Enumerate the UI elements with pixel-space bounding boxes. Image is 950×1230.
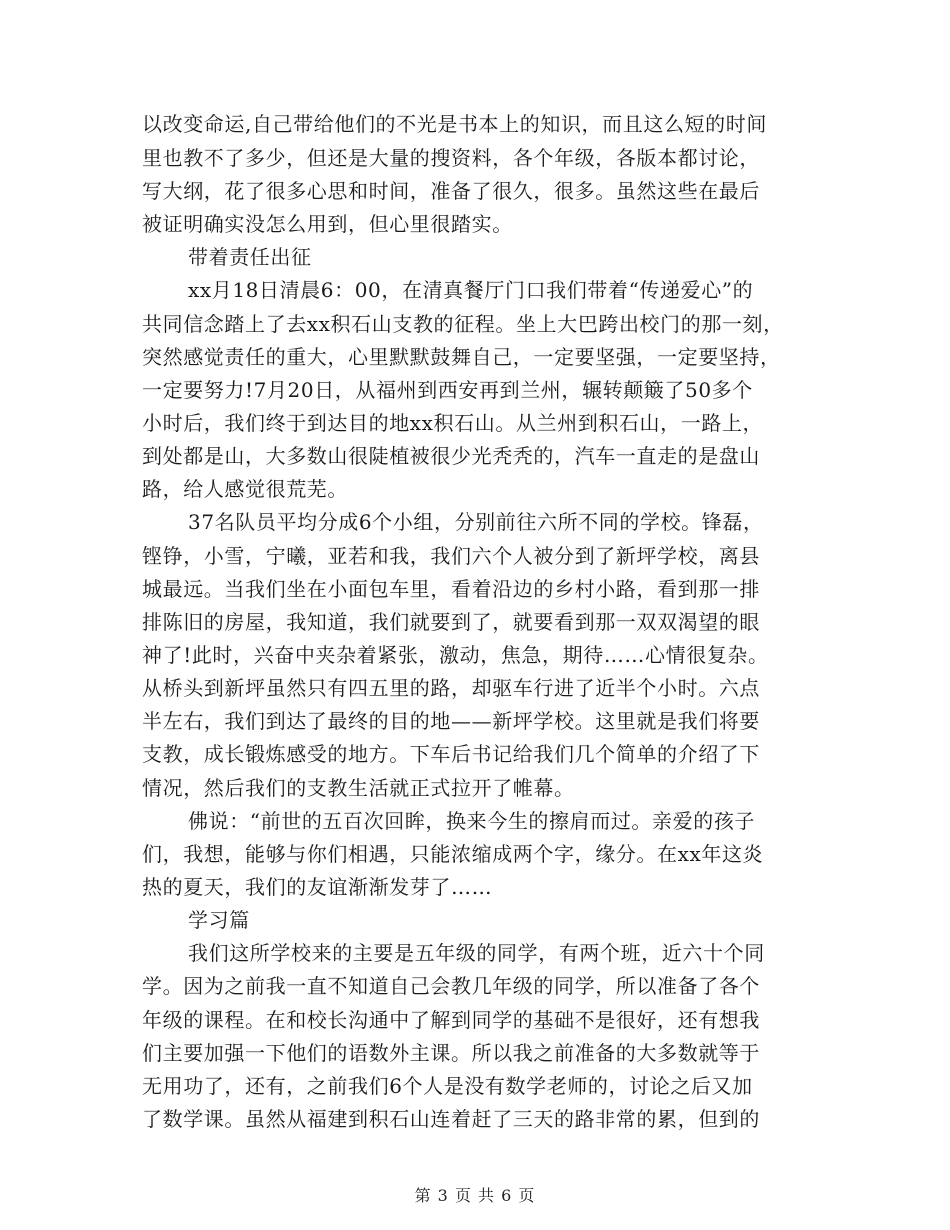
text-line: 无用功了，还有，之前我们6个人是没有数学老师的，讨论之后又加 [142,1074,753,1098]
text-line: 写大纲，花了很多心思和时间，准备了很久，很多。虽然这些在最后 [142,179,760,203]
text-line: xx月18日清晨6：00，在清真餐厅门口我们带着“传递爱心”的 [188,278,754,302]
text-line: 半左右，我们到达了最终的目的地——新坪学校。这里就是我们将要 [142,709,760,733]
text-line: 一定要努力!7月20日，从福州到西安再到兰州，辗转颠簸了50多个 [142,378,753,402]
text-line: 年级的课程。在和校长沟通中了解到同学的基础不是很好，还有想我 [142,1008,760,1032]
section-heading: 学习篇 [188,908,250,932]
text-line: 小时后，我们终于到达目的地xx积石山。从兰州到积石山，一路上， [142,411,764,435]
text-line: 了数学课。虽然从福建到积石山连着赶了三天的路非常的累，但到的 [142,1107,760,1131]
text-line: 我们这所学校来的主要是五年级的同学，有两个班，近六十个同 [188,941,765,965]
text-line: 情况，然后我们的支教生活就正式拉开了帷幕。 [142,776,575,800]
text-line: 佛说：“前世的五百次回眸，换来今生的擦肩而过。亲爱的孩子 [188,809,756,833]
text-line: 排陈旧的房屋，我知道，我们就要到了，就要看到那一双双渴望的眼 [142,610,760,634]
page-footer: 第 3 页 共 6 页 [414,1186,536,1205]
text-line: 支教，成长锻炼感受的地方。下车后书记给我们几个简单的介绍了下 [142,742,760,766]
text-line: 共同信念踏上了去xx积石山支教的征程。坐上大巴跨出校门的那一刻， [142,312,784,336]
text-line: 突然感觉责任的重大，心里默默鼓舞自己，一定要坚强，一定要坚持， [142,345,781,369]
section-heading: 带着责任出征 [188,245,312,269]
text-line: 热的夏天，我们的友谊渐渐发芽了…… [142,875,493,899]
text-line: 学。因为之前我一直不知道自己会教几年级的同学，所以准备了各个 [142,974,760,998]
text-line: 们，我想，能够与你们相遇，只能浓缩成两个字，缘分。在xx年这炎 [142,842,764,866]
text-line: 铿铮，小雪，宁曦，亚若和我，我们六个人被分到了新坪学校，离县 [142,544,760,568]
text-line: 城最远。当我们坐在小面包车里，看着沿边的乡村小路，看到那一排 [142,577,760,601]
text-line: 们主要加强一下他们的语数外主课。所以我之前准备的大多数就等于 [142,1041,760,1065]
text-line: 神了!此时，兴奋中夹杂着紧张，激动，焦急，期待……心情很复杂。 [142,643,769,667]
text-line: 以改变命运,自己带给他们的不光是书本上的知识，而且这么短的时间 [142,112,767,136]
text-line: 37名队员平均分成6个小组，分别前往六所不同的学校。锋磊， [188,510,764,534]
text-line: 路，给人感觉很荒芜。 [142,477,348,501]
text-line: 被证明确实没怎么用到，但心里很踏实。 [142,212,513,236]
text-line: 从桥头到新坪虽然只有四五里的路，却驱车行进了近半个小时。六点 [142,676,760,700]
text-line: 到处都是山，大多数山很陡植被很少光秃秃的，汽车一直走的是盘山 [142,444,760,468]
text-line: 里也教不了多少，但还是大量的搜资料，各个年级，各版本都讨论， [142,146,760,170]
